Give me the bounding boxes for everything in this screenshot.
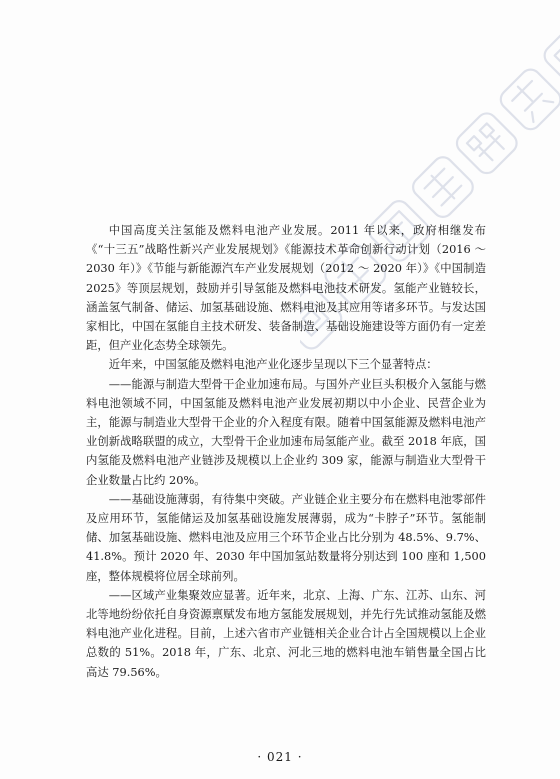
- body-text: [86, 221, 486, 682]
- paragraph-feature-regional-clusters: ——区域产业集聚效应显著。近年来，北京、上海、广东、江苏、山东、河北等地纷纷依托自身资源禀赋发布地方氢能发展规划，并先行先试推动氢能及燃料电池产业化进程。目前，上述六省市产业链相关企业合计占全国规模以上企业总数的 51%。2018 年，广东、北京、河北三地的燃料电池车销售量全国占比高达 79.56%。: [86, 587, 486, 679]
- paragraph-three-features-intro: 近年来，中国氢能及燃料电池产业化逐步呈现以下三个显著特点：: [108, 357, 438, 372]
- page-number: · 021 ·: [257, 750, 303, 764]
- paragraph-policy-overview: 中国高度关注氢能及燃料电池产业发展。2011 年以来，政府相继发布《“十三五”战略性新兴产业发展规划》《能源技术革命创新行动计划（2016 ～ 2030 年）》《节能与新能源汽车产业发展规划（2012 ～ 2020 年）》《中国制造 2025》等顶层规划，鼓励并引导氢能及燃料电池技术研发。氢能产业链较长，涵盖氢气制备、储运、加氢基础设施、燃料电池及其应用等诸多环节。与发达国家相比，中国在氢能自主技术研发、装备制造、基础设施建设等方面仍有一定差距，但产业化态势全球领先。: [86, 223, 486, 353]
- paragraph-feature-enterprises: ——能源与制造大型骨干企业加速布局。与国外产业巨头积极介入氢能与燃料电池领域不同，中国氢能及燃料电池产业发展初期以中小企业、民营企业为主，能源与制造业大型骨干企业的介入程度有限。随着中国氢能源及燃料电池产业创新战略联盟的成立，大型骨干企业加速布局氢能产业。截至 2018 年底，国内氢能及燃料电池产业链涉及规模以上企业约 309 家，能源与制造业大型骨干企业数量占比约 20%。: [86, 376, 486, 487]
- paragraph-feature-infrastructure: ——基础设施薄弱，有待集中突破。产业链企业主要分布在燃料电池零部件及应用环节，氢能储运及加氢基础设施发展薄弱，成为“卡脖子”环节。氢能制储、加氢基础设施、燃料电池及应用三个环节企业占比分别为 48.5%、9.7%、41.8%。预计 2020 年、2030 年中国加氢站数量将分别达到 100 座和 1,500 座，整体规模将位居全球前列。: [86, 491, 486, 583]
